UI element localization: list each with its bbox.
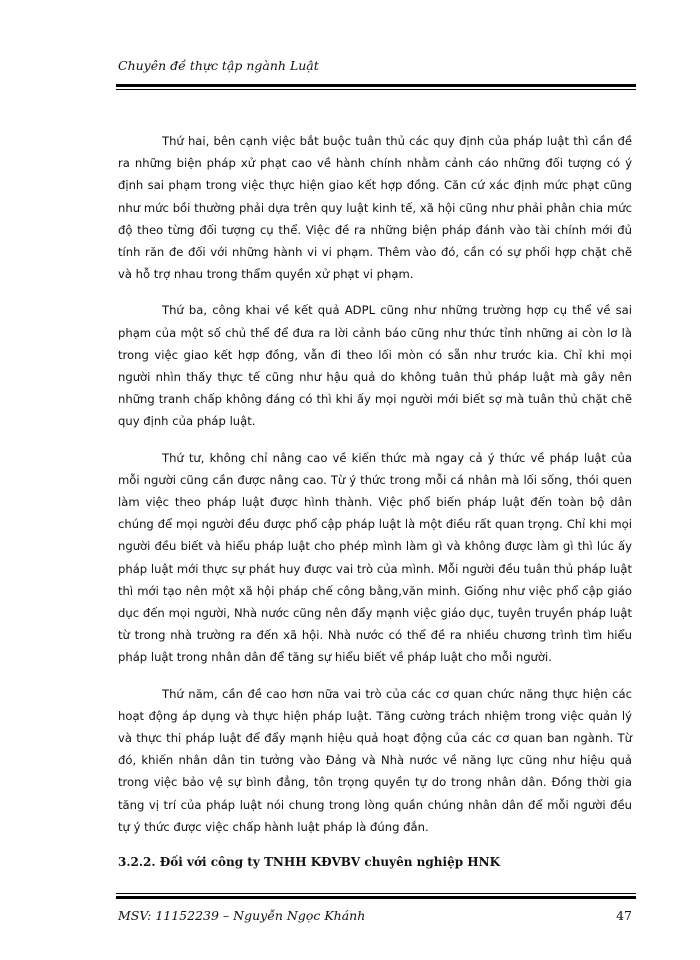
paragraph-thu-ba: Thứ ba, công khai về kết quả ADPL cũng như những trường hợp cụ thể về sai phạm của một số chủ thể để đưa ra lời cảnh báo cũng như thức tỉnh những ai còn lơ là trong việc giao kết hợp đồng, vẫn đi theo lối mòn có sẵn như trước kia. Chỉ khi mọi người nhìn thấy thực tế cũng như hậu quả do không tuân thủ pháp luật mà gây nên những tranh chấp không đáng có thì khi ấy mọi người mới biết sợ mà tuân thủ chặt chẽ quy định của pháp luật. [118,303,632,429]
header-rule-thick [116,84,636,87]
page-number: 47 [616,908,632,923]
footer-rule-thick [116,896,636,899]
footer-author: MSV: 11152239 – Nguyễn Ngọc Khánh [118,908,366,923]
section-heading: 3.2.2. Đối với công ty TNHH KĐVBV chuyên nghiệp HNK [118,855,501,870]
header-rule-thin [116,89,636,90]
paragraph-thu-tu: Thứ tư, không chỉ nâng cao về kiến thức mà ngay cả ý thức về pháp luật của mỗi người cũng cần được nâng cao. Từ ý thức trong mỗi cá nhân mà lối sống, thói quen làm việc theo pháp luật được hình thành. Việc phổ biến pháp luật đến toàn bộ dân chúng để mọi người đều được phổ cập pháp luật là một điều rất quan trọng. Chỉ khi mọi người đều biết và hiểu pháp luật cho phép mình làm gì và không được làm gì thì lúc ấy pháp luật mới thực sự phát huy được vai trò của mình. Mỗi người đều tuân thủ pháp luật thì mới tạo nên một xã hội pháp chế công bằng,văn minh. Giống như việc phổ cập giáo dục đến mọi người, Nhà nước cũng nên đẩy mạnh việc giáo dục, tuyên truyền pháp luật từ trong nhà trường ra đến xã hội. Nhà nước có thể đề ra nhiều chương trình tìm hiểu pháp luật trong nhân dân để tăng sự hiểu biết về pháp luật cho mỗi người. [118,450,632,665]
footer-rule-thin [116,893,636,894]
paragraph-thu-hai: Thứ hai, bên cạnh việc bắt buộc tuân thủ các quy định của pháp luật thì cần đề ra những biện pháp xử phạt cao về hành chính nhằm cảnh cáo những đối tượng có ý định sai phạm trong việc thực hiện giao kết hợp đồng. Căn cứ xác định mức phạt cũng như mức bồi thường phải dựa trên quy luật kinh tế, xã hội cũng như phải phân chia mức độ theo từng đối tượng cụ thể. Việc đề ra những biện pháp đánh vào tài chính mới đủ tính răn đe đối với những hành vi vi phạm. Thêm vào đó, cần có sự phối hợp chặt chẽ và hỗ trợ nhau trong thẩm quyền xử phạt vi phạm. [118,134,632,282]
body-text [118,130,632,872]
running-header: Chuyên đề thực tập ngành Luật [118,58,319,73]
paragraph-thu-nam: Thứ năm, cần đề cao hơn nữa vai trò của các cơ quan chức năng thực hiện các hoạt động áp dụng và thực hiện pháp luật. Tăng cường trách nhiệm trong việc quản lý và thực thi pháp luật để đẩy mạnh hiệu quả hoạt động của các cơ quan ban ngành. Từ đó, khiến nhân dân tin tưởng vào Đảng và Nhà nước về năng lực cũng như hiệu quả trong việc bảo vệ sự bình đẳng, tôn trọng quyền tự do trong nhân dân. Đồng thời gia tăng vị trí của pháp luật nói chung trong lòng quần chúng nhân dân để mỗi người đều tự ý thức được việc chấp hành luật pháp là đúng đắn. [118,686,632,834]
